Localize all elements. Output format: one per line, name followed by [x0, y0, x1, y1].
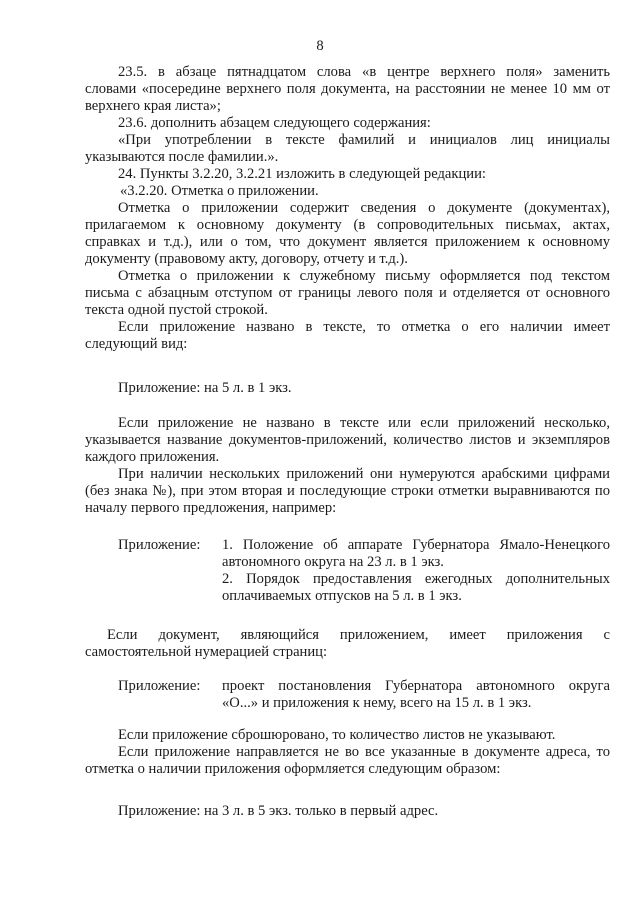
para-23-5-line3: верхнего края листа»; [85, 98, 221, 114]
para-named-attachment-line1: Если приложение названо в тексте, то отметка о его наличии имеет [118, 319, 610, 335]
example-4: Приложение: на 3 л. в 5 экз. только в первый адрес. [118, 803, 439, 819]
para-attachment-info-line1: Отметка о приложении содержит сведения о документе (документах), [118, 200, 610, 216]
para-3-2-20-heading: «3.2.20. Отметка о приложении. [120, 183, 319, 199]
para-24: 24. Пункты 3.2.20, 3.2.21 изложить в следующей редакции: [118, 166, 486, 182]
text-block-2 [85, 415, 610, 517]
para-letter-attachment-line1: Отметка о приложении к служебному письму оформляется под текстом [118, 268, 610, 284]
example-2-item1-line2: автономного округа на 23 л. в 1 экз. [222, 554, 444, 570]
example-2-label: Приложение: [118, 537, 201, 553]
text-block-1 [85, 64, 610, 353]
para-23-6: 23.6. дополнить абзацем следующего содержания: [118, 115, 431, 131]
para-23-5-line2: словами «посередине верхнего поля документа, на расстоянии не менее 10 мм от [85, 81, 610, 97]
example-3-line1: проект постановления Губернатора автономного округа [222, 678, 610, 694]
para-partial-addresses-line1: Если приложение направляется не во все указанные в документе адреса, то [118, 744, 610, 760]
text-block-3 [85, 627, 610, 661]
para-unnamed-line1: Если приложение не названо в тексте или если приложений несколько, [118, 415, 610, 431]
para-unnamed-line3: каждого приложения. [85, 449, 220, 465]
para-attachment-info-line4: документу (правовому акту, договору, отчету и т.д.). [85, 251, 408, 267]
para-bound: Если приложение сброшюровано, то количество листов не указывают. [118, 727, 556, 743]
example-2-item1-line1: 1. Положение об аппарате Губернатора Ямало-Ненецкого [222, 537, 610, 553]
para-multiple-line3: началу первого предложения, например: [85, 500, 337, 516]
example-2-item2-line2: оплачиваемых отпусков на 5 л. в 1 экз. [222, 588, 462, 604]
para-23-5-line1: 23.5. в абзаце пятнадцатом слова «в центре верхнего поля» заменить [118, 64, 610, 80]
para-multiple-line1: При наличии нескольких приложений они нумеруются арабскими цифрами [118, 466, 610, 482]
example-2-item2-line1: 2. Порядок предоставления ежегодных дополнительных [222, 571, 610, 587]
para-letter-attachment-line3: текста одной пустой строкой. [85, 302, 268, 318]
para-named-attachment-line2: следующий вид: [85, 336, 188, 352]
para-quote-line2: указываются после фамилии.». [85, 149, 279, 165]
page-number: 8 [316, 38, 324, 54]
para-attachment-info-line3: справках и т.д.), или о том, что документ является приложением к основному [85, 234, 610, 250]
para-nested-line2: самостоятельной нумерацией страниц: [85, 644, 328, 660]
para-unnamed-line2: указывается название документов-приложений, количество листов и экземпляров [85, 432, 610, 448]
para-attachment-info-line2: прилагаемом к основному документу (в сопроводительных письмах, актах, [85, 217, 610, 233]
para-partial-addresses-line2: отметка о наличии приложения оформляется следующим образом: [85, 761, 501, 777]
example-3-label: Приложение: [118, 678, 201, 694]
example-3-line2: «О...» и приложения к нему, всего на 15 л. в 1 экз. [222, 695, 532, 711]
para-quote-line1: «При употреблении в тексте фамилий и инициалов лиц инициалы [118, 132, 610, 148]
para-letter-attachment-line2: письма с абзацным отступом от границы левого поля и отделяется от основного [85, 285, 610, 301]
example-1: Приложение: на 5 л. в 1 экз. [118, 380, 292, 396]
para-multiple-line2: (без знака №), при этом вторая и последующие строки отметки выравниваются по [85, 483, 610, 499]
para-nested-line1: Если документ, являющийся приложением, имеет приложения с [107, 627, 610, 643]
text-block-4 [85, 727, 610, 778]
